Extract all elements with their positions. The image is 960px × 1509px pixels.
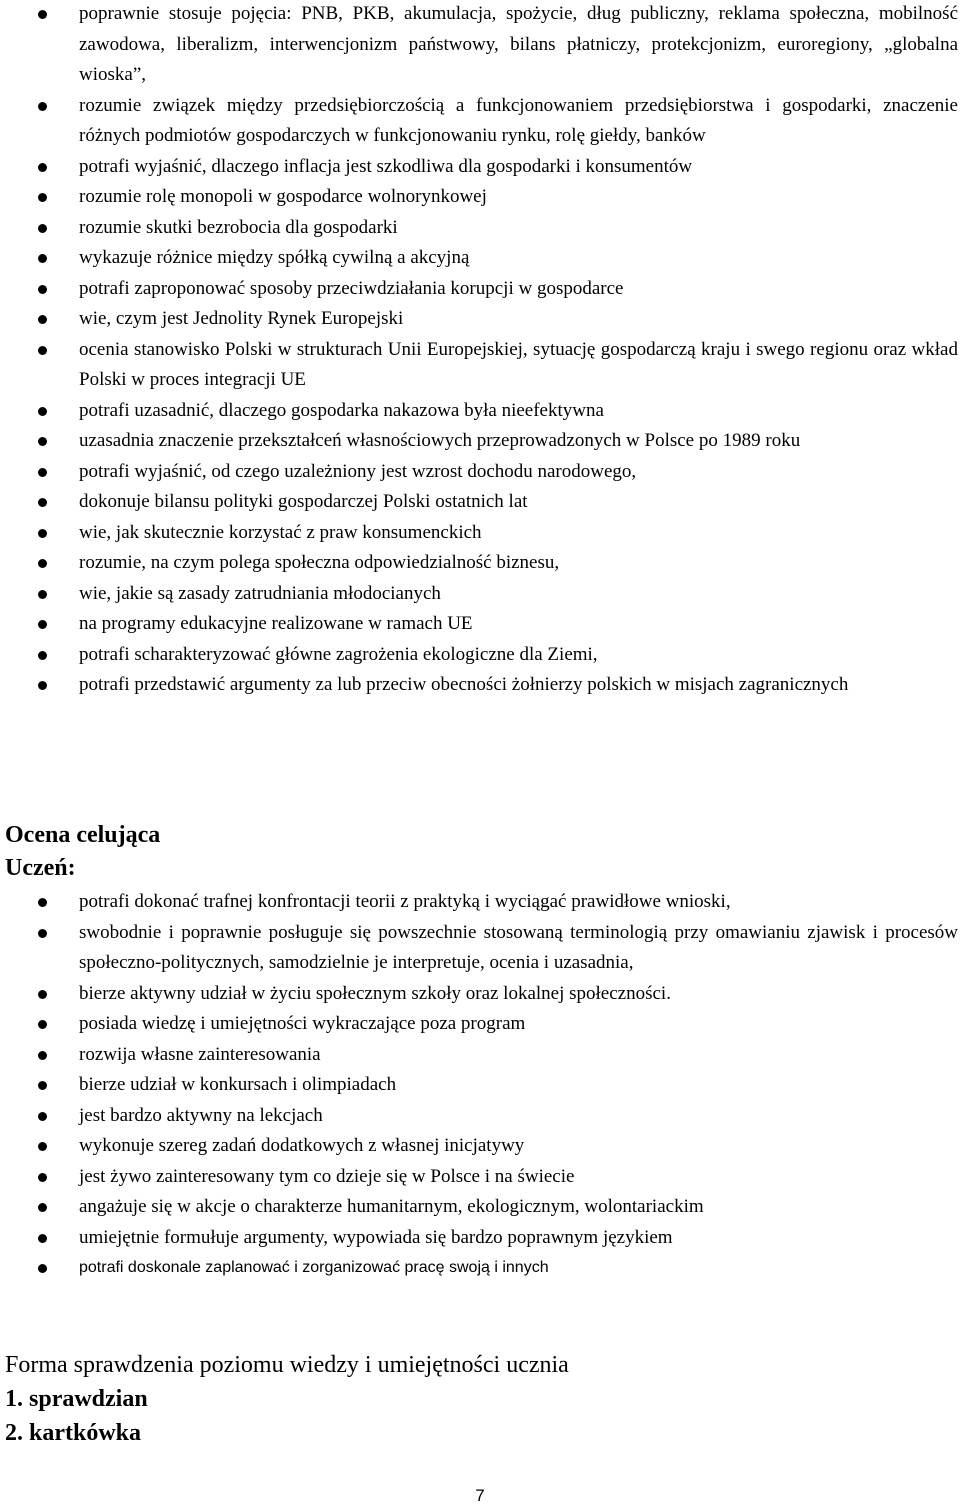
bullet-icon: [38, 590, 47, 599]
list-item: potrafi wyjaśnić, od czego uzależniony jest wzrost dochodu narodowego,: [0, 457, 958, 488]
bullet-icon: [38, 1264, 47, 1273]
bullet-icon: [38, 1020, 47, 1029]
list-item: ocenia stanowisko Polski w strukturach Unii Europejskiej, sytuację gospodarczą kraju i swego regionu oraz wkład Polski w proces integracji UE: [0, 335, 958, 396]
bullet-icon: [38, 1203, 47, 1212]
list-item: posiada wiedzę i umiejętności wykraczające poza program: [0, 1009, 958, 1040]
section-heading-ocena-celujaca: Ocena celująca: [5, 822, 161, 848]
list-item: potrafi zaproponować sposoby przeciwdziałania korupcji w gospodarce: [0, 274, 958, 305]
list-item: potrafi dokonać trafnej konfrontacji teorii z praktyką i wyciągać prawidłowe wnioski,: [0, 887, 958, 918]
bullet-icon: [38, 651, 47, 660]
bullet-icon: [38, 898, 47, 907]
numbered-item-kartkowka: 2. kartkówka: [5, 1420, 142, 1446]
list-item: dokonuje bilansu polityki gospodarczej Polski ostatnich lat: [0, 487, 958, 518]
section-heading-forma-sprawdzenia: Forma sprawdzenia poziomu wiedzy i umiejętności ucznia: [5, 1352, 569, 1378]
list-item: rozumie skutki bezrobocia dla gospodarki: [0, 213, 958, 244]
bullet-icon: [38, 346, 47, 355]
bullet-icon: [38, 681, 47, 690]
bullet-icon: [38, 102, 47, 111]
bullet-icon: [38, 437, 47, 446]
list-item: potrafi scharakteryzować główne zagrożenia ekologiczne dla Ziemi,: [0, 640, 958, 671]
list-item: wie, jakie są zasady zatrudniania młodocianych: [0, 579, 958, 610]
bullet-icon: [38, 498, 47, 507]
list-item: potrafi wyjaśnić, dlaczego inflacja jest szkodliwa dla gospodarki i konsumentów: [0, 152, 958, 183]
bullet-icon: [38, 620, 47, 629]
page-number: 7: [475, 1486, 485, 1505]
list-item: angażuje się w akcje o charakterze humanitarnym, ekologicznym, wolontariackim: [0, 1192, 958, 1223]
list-item: wie, czym jest Jednolity Rynek Europejski: [0, 304, 958, 335]
list-item: wykazuje różnice między spółką cywilną a akcyjną: [0, 243, 958, 274]
bullet-icon: [38, 10, 47, 19]
bullet-icon: [38, 254, 47, 263]
bullet-icon: [38, 929, 47, 938]
bullet-icon: [38, 315, 47, 324]
list-item: potrafi doskonale zaplanować i zorganizować pracę swoją i innych: [0, 1253, 958, 1284]
list-item: bierze udział w konkursach i olimpiadach: [0, 1070, 958, 1101]
bullet-icon: [38, 1142, 47, 1151]
bullet-icon: [38, 163, 47, 172]
bullet-icon: [38, 990, 47, 999]
bullet-icon: [38, 1173, 47, 1182]
list-item: wie, jak skutecznie korzystać z praw konsumenckich: [0, 518, 958, 549]
bullet-icon: [38, 1112, 47, 1121]
list-item: swobodnie i poprawnie posługuje się powszechnie stosowaną terminologią przy omawianiu zjawisk i procesów społeczno-politycznych, samodzielnie je interpretuje, ocenia i uzasadnia,: [0, 918, 958, 979]
list-item: potrafi przedstawić argumenty za lub przeciw obecności żołnierzy polskich w misjach zagranicznych: [0, 670, 958, 701]
list-item: rozumie, na czym polega społeczna odpowiedzialność biznesu,: [0, 548, 958, 579]
bullet-icon: [38, 1081, 47, 1090]
list-item: rozumie związek między przedsiębiorczością a funkcjonowaniem przedsiębiorstwa i gospodarki, znaczenie różnych podmiotów gospodarczych w funkcjonowaniu rynku, rolę giełdy, banków: [0, 91, 958, 152]
celujaca-bullet-list: [0, 887, 958, 1284]
bullet-icon: [38, 559, 47, 568]
top-bullet-list: [0, 0, 958, 701]
bullet-icon: [38, 285, 47, 294]
list-item: wykonuje szereg zadań dodatkowych z własnej inicjatywy: [0, 1131, 958, 1162]
list-item: potrafi uzasadnić, dlaczego gospodarka nakazowa była nieefektywna: [0, 396, 958, 427]
list-item: poprawnie stosuje pojęcia: PNB, PKB, akumulacja, spożycie, dług publiczny, reklama społeczna, mobilność zawodowa, liberalizm, interwencjonizm państwowy, bilans płatniczy, protekcjonizm, euroregiony, „globalna wioska”,: [0, 0, 958, 91]
list-item: rozumie rolę monopoli w gospodarce wolnorynkowej: [0, 182, 958, 213]
list-item: umiejętnie formułuje argumenty, wypowiada się bardzo poprawnym językiem: [0, 1223, 958, 1254]
bullet-icon: [38, 224, 47, 233]
bullet-icon: [38, 468, 47, 477]
list-item: rozwija własne zainteresowania: [0, 1040, 958, 1071]
numbered-item-sprawdzian: 1. sprawdzian: [5, 1386, 148, 1412]
bullet-icon: [38, 529, 47, 538]
list-item: jest bardzo aktywny na lekcjach: [0, 1101, 958, 1132]
bullet-icon: [38, 407, 47, 416]
list-item: jest żywo zainteresowany tym co dzieje się w Polsce i na świecie: [0, 1162, 958, 1193]
list-item: uzasadnia znaczenie przekształceń własnościowych przeprowadzonych w Polsce po 1989 roku: [0, 426, 958, 457]
bullet-icon: [38, 193, 47, 202]
list-item: na programy edukacyjne realizowane w ramach UE: [0, 609, 958, 640]
section-subheading-uczen: Uczeń:: [5, 855, 76, 881]
bullet-icon: [38, 1234, 47, 1243]
bullet-icon: [38, 1051, 47, 1060]
list-item: bierze aktywny udział w życiu społecznym szkoły oraz lokalnej społeczności.: [0, 979, 958, 1010]
